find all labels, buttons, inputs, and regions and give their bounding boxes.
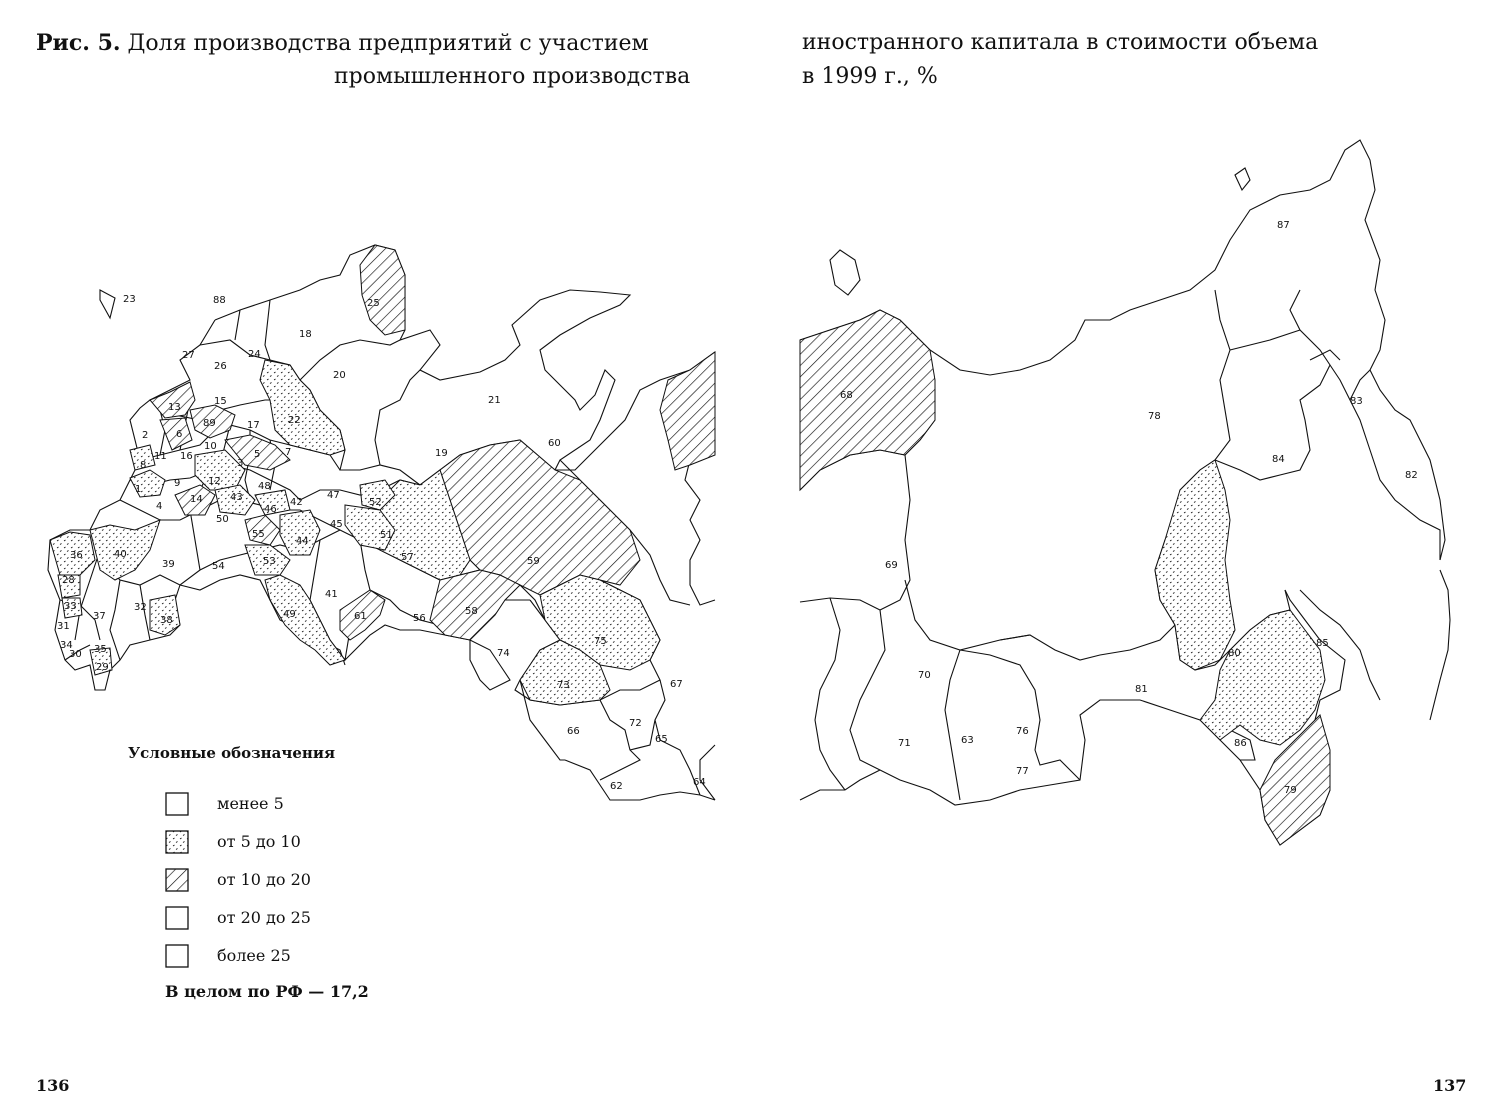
region-label: 80 (1228, 648, 1241, 659)
page-number-right: 137 (1433, 1076, 1467, 1095)
region-label: 84 (1272, 454, 1285, 465)
total-russia: В целом по РФ — 17,2 (165, 982, 369, 1001)
region-label: 27 (182, 350, 195, 361)
region-label: 78 (1148, 411, 1161, 422)
region-label: 7 (285, 447, 292, 458)
region-label: 38 (160, 615, 173, 626)
region-label: 8 (140, 460, 147, 471)
region-label: 32 (134, 602, 147, 613)
island-2 (830, 250, 860, 295)
region-label: 45 (330, 519, 343, 530)
region-label: 9 (174, 478, 181, 489)
region-label: 16 (180, 451, 193, 462)
region-label: 6 (176, 429, 183, 440)
region-label: 70 (918, 670, 931, 681)
region-68-shape (800, 310, 935, 490)
region-label: 51 (380, 530, 393, 541)
region-label: 21 (488, 395, 501, 406)
region-label: 31 (57, 621, 70, 632)
region-label: 2 (142, 430, 149, 441)
region-label: 58 (465, 606, 478, 617)
region-label: 18 (299, 329, 312, 340)
region-label: 4 (156, 501, 163, 512)
region-label: 71 (898, 738, 911, 749)
region-label: 47 (327, 490, 340, 501)
region-label: 60 (548, 438, 561, 449)
region-label: 49 (283, 609, 296, 620)
region-label: 42 (290, 497, 303, 508)
region-label: 53 (263, 556, 276, 567)
region-label: 5 (254, 449, 261, 460)
region-label: 50 (216, 514, 229, 525)
region-label: 11 (154, 451, 167, 462)
region-label: 40 (114, 549, 127, 560)
region-label: 19 (435, 448, 448, 459)
region-label: 64 (693, 777, 706, 788)
region-label: 20 (333, 370, 346, 381)
page-number-left: 136 (36, 1076, 70, 1095)
legend-label: от 10 до 20 (217, 870, 311, 889)
region-label: 12 (208, 476, 221, 487)
region-label: 54 (212, 561, 225, 572)
region-label: 28 (62, 575, 75, 586)
region-label: 1 (135, 484, 142, 495)
region-label: 15 (214, 396, 227, 407)
region-label: 10 (204, 441, 217, 452)
region-label: 17 (247, 420, 260, 431)
region-label: 68 (840, 390, 853, 401)
region-label: 77 (1016, 766, 1029, 777)
region-label: 14 (190, 494, 203, 505)
region-label: 79 (1284, 785, 1297, 796)
region-78-south-dots (1155, 460, 1235, 670)
region-label: 72 (629, 718, 642, 729)
legend-label: от 5 до 10 (217, 832, 301, 851)
region-label: 59 (527, 556, 540, 567)
region-label: 87 (1277, 220, 1290, 231)
region-label: 13 (168, 402, 181, 413)
legend-swatch-empty (165, 906, 189, 930)
region-label: 36 (70, 550, 83, 561)
region-label: 37 (93, 611, 106, 622)
legend-label: более 25 (217, 946, 291, 965)
region-label: 25 (367, 298, 380, 309)
figure-title-line1-right: иностранного капитала в стоимости объема (802, 30, 1319, 55)
region-label: 85 (1316, 638, 1329, 649)
region-label: 29 (96, 662, 109, 673)
region-label: 22 (288, 415, 301, 426)
region-label: 62 (610, 781, 623, 792)
region-label: 82 (1405, 470, 1418, 481)
figure-title-text: Доля производства предприятий с участием (127, 31, 649, 56)
region-label: 3 (237, 458, 244, 469)
region-labels-right (840, 220, 1418, 796)
region-label: 48 (258, 481, 271, 492)
region-label: 63 (961, 735, 974, 746)
island-sakhalin (1430, 570, 1450, 720)
region-label: 89 (203, 418, 216, 429)
region-25-shape (360, 245, 405, 335)
legend-label: от 20 до 25 (217, 908, 311, 927)
region-label: 24 (248, 349, 261, 360)
region-label: 55 (252, 529, 265, 540)
region-label: 52 (369, 497, 382, 508)
figure-title-line2-left: промышленного производства (334, 64, 691, 89)
legend-swatch-empty (165, 792, 189, 816)
legend-swatch-dots (165, 830, 189, 854)
region-59-shape (440, 440, 640, 595)
region-label: 26 (214, 361, 227, 372)
region-label: 65 (655, 734, 668, 745)
region-label: 75 (594, 636, 607, 647)
region-label: 23 (123, 294, 136, 305)
figure-number: Рис. 5. (36, 30, 121, 56)
region-label: 74 (497, 648, 510, 659)
region-label: 69 (885, 560, 898, 571)
region-label: 34 (60, 640, 73, 651)
figure-title-line2-right: в 1999 г., % (802, 64, 938, 89)
region-label: 61 (354, 611, 367, 622)
region-label: 41 (325, 589, 338, 600)
legend-swatch-empty (165, 944, 189, 968)
legend-swatch-hatch (165, 868, 189, 892)
region-58-shape (430, 570, 520, 640)
region-label: 43 (230, 492, 243, 503)
legend-title: Условные обозначения (128, 744, 336, 762)
region-label: 88 (213, 295, 226, 306)
region-label: 30 (69, 649, 82, 660)
region-label: 73 (557, 680, 570, 691)
region-label: 67 (670, 679, 683, 690)
region-label: 83 (1350, 396, 1363, 407)
region-label: 81 (1135, 684, 1148, 695)
region-label: 57 (401, 552, 414, 563)
region-label: 46 (264, 504, 277, 515)
left-map-outline (100, 290, 115, 318)
island-1 (1235, 168, 1250, 190)
region-label: 35 (94, 644, 107, 655)
region-68-edge (660, 352, 715, 470)
region-label: 33 (64, 601, 77, 612)
region-label: 76 (1016, 726, 1029, 737)
region-label: 44 (296, 536, 309, 547)
region-label: 39 (162, 559, 175, 570)
legend-label: менее 5 (217, 794, 284, 813)
region-label: 56 (413, 613, 426, 624)
region-label: 66 (567, 726, 580, 737)
region-label: 86 (1234, 738, 1247, 749)
